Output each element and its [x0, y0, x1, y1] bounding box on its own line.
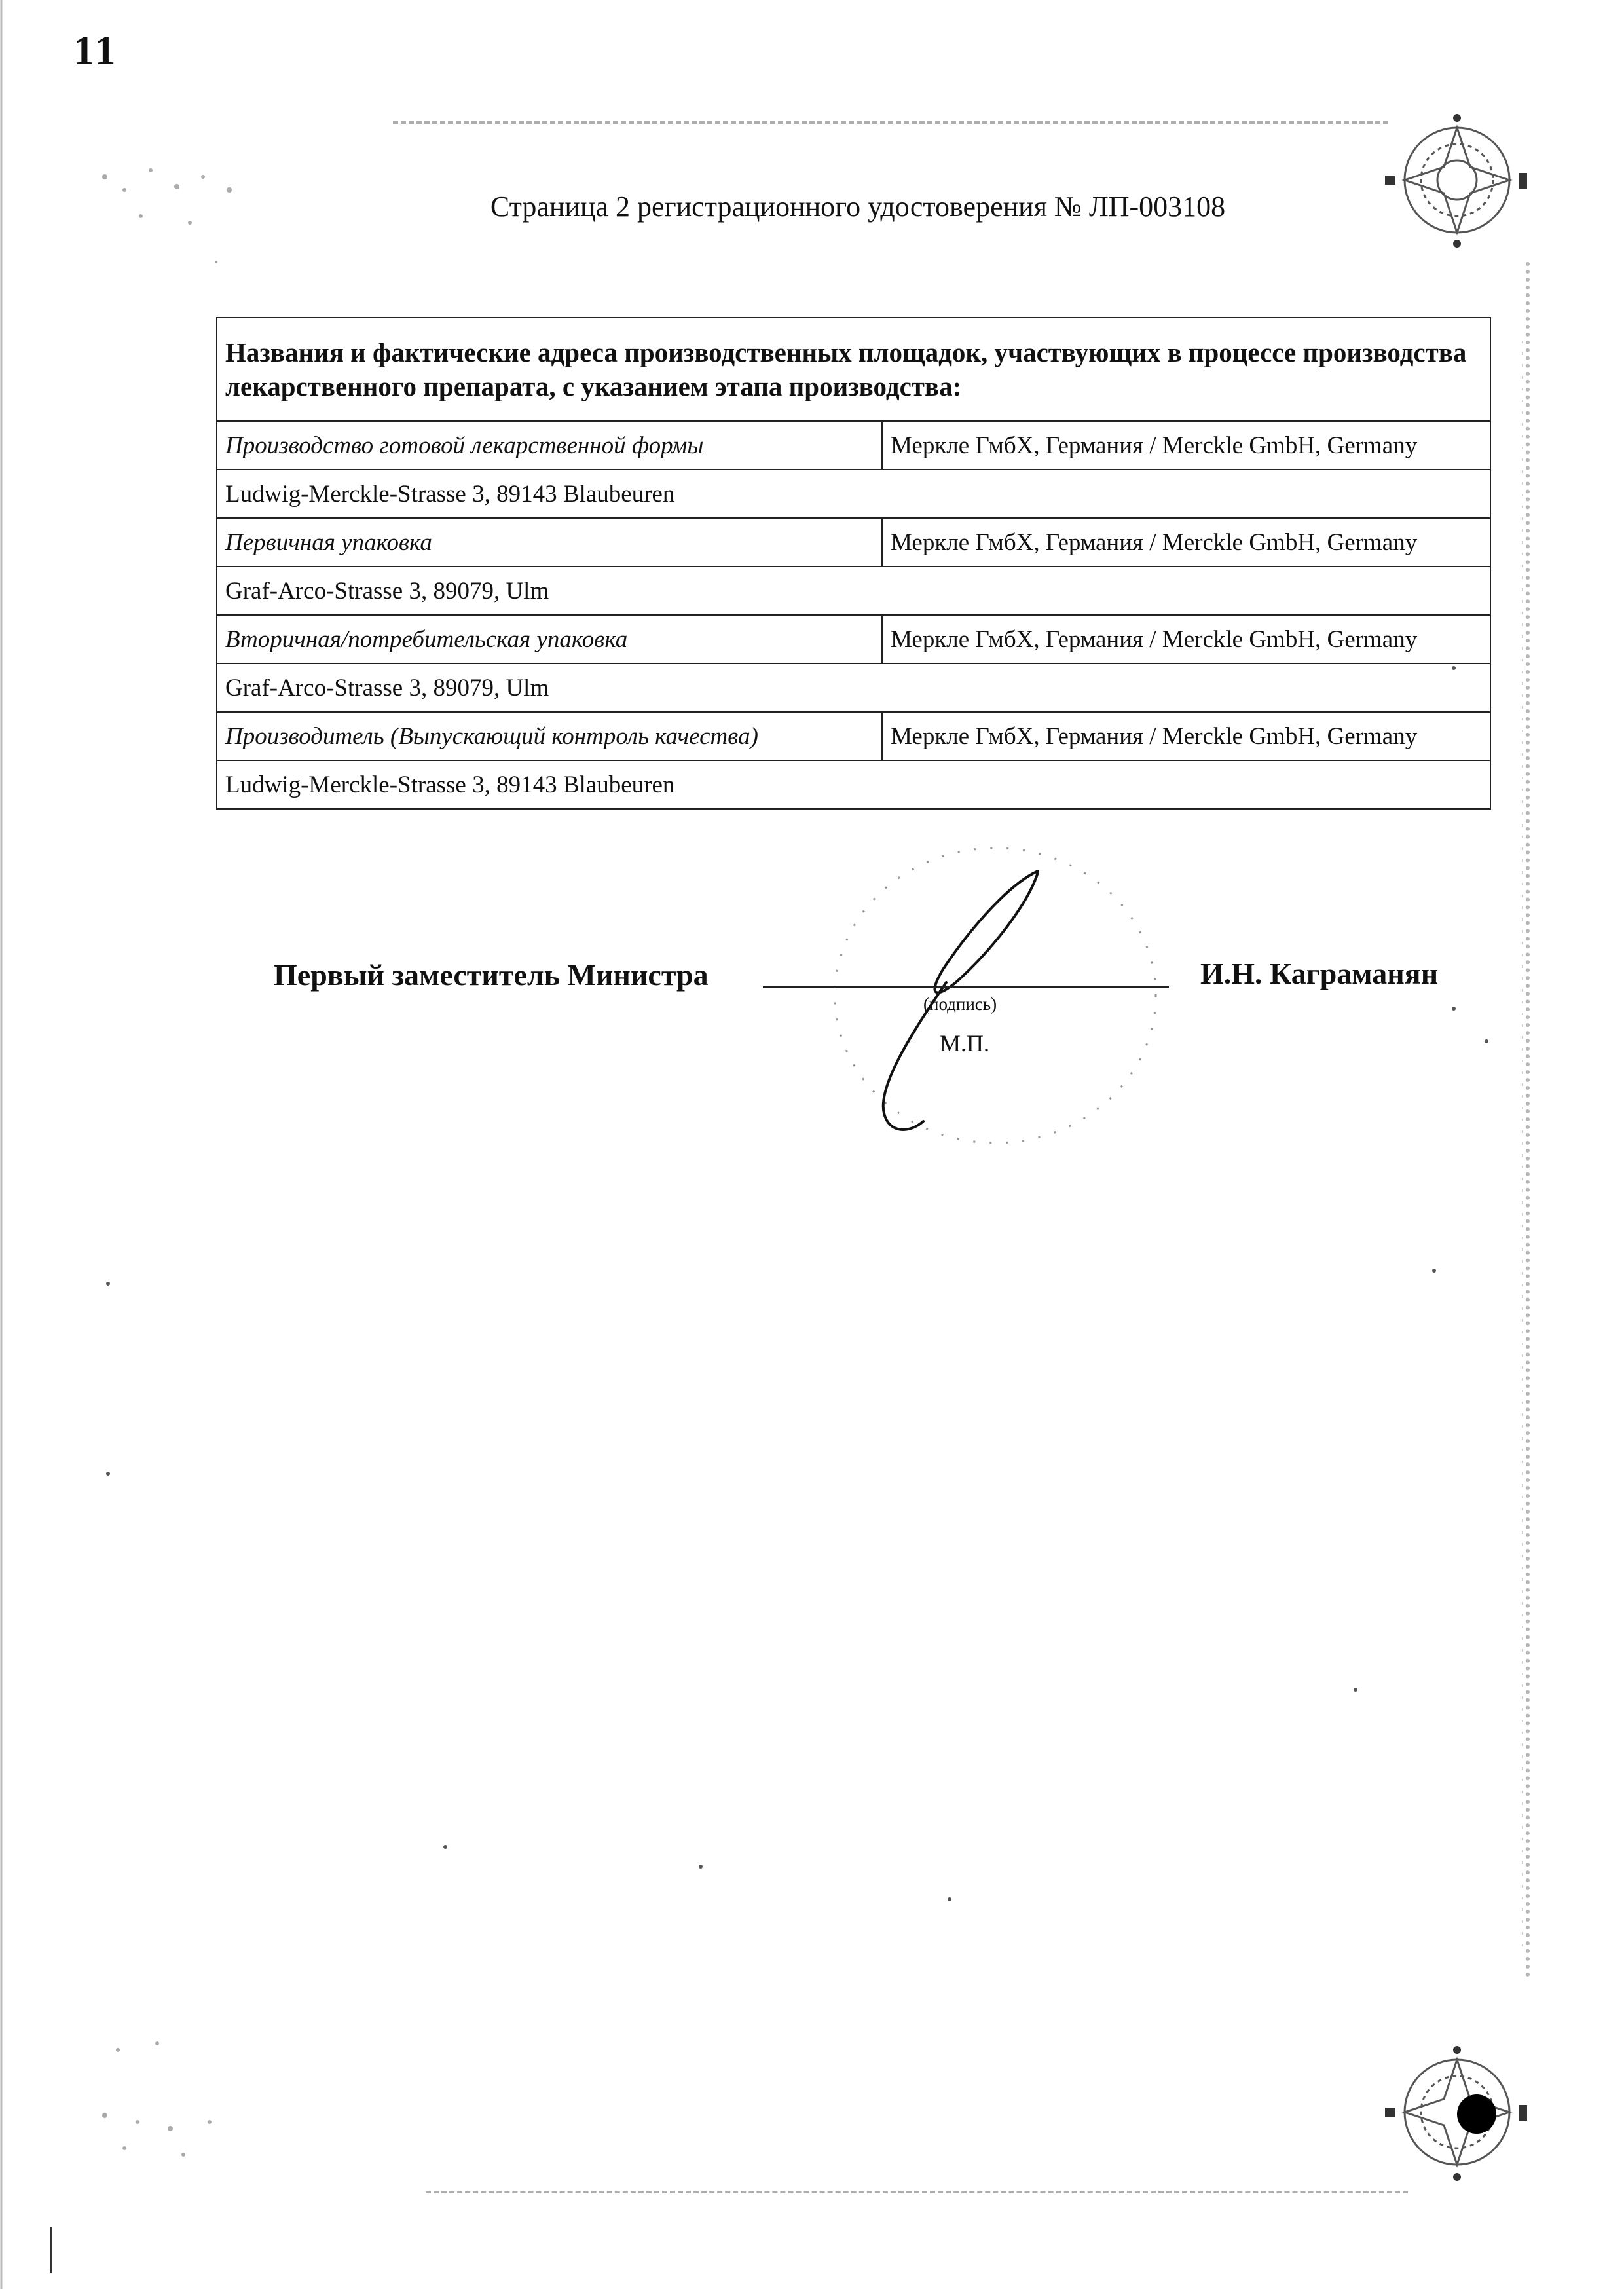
address-cell: Ludwig-Merckle-Strasse 3, 89143 Blaubeuren	[217, 760, 1490, 809]
top-dashed-line	[393, 121, 1388, 133]
signature-line	[763, 986, 1169, 988]
table-row	[217, 712, 1490, 760]
stage-cell: Вторичная/потребительская упаковка	[217, 615, 882, 663]
signature-hint: (подпись)	[923, 994, 997, 1014]
table-row	[217, 663, 1490, 712]
company-cell: Меркле ГмбХ, Германия / Merckle GmbH, Germany	[882, 518, 1490, 567]
table-row	[217, 421, 1490, 470]
faded-corner-mark-bottom	[79, 2024, 262, 2168]
stage-cell: Производитель (Выпускающий контроль качества)	[217, 712, 882, 760]
table-heading: Названия и фактические адреса производственных площадок, участвующих в процессе производства лекарственного препарата, с указанием этапа производства:	[217, 318, 1490, 421]
right-edge-perforation	[1526, 262, 1538, 1978]
page-number: 11	[73, 27, 119, 73]
company-cell: Меркле ГмбХ, Германия / Merckle GmbH, Germany	[882, 615, 1490, 663]
table-row	[217, 615, 1490, 663]
production-sites-table	[216, 317, 1491, 810]
address-cell: Graf-Arco-Strasse 3, 89079, Ulm	[217, 567, 1490, 615]
stamp-place-label: М.П.	[940, 1030, 990, 1056]
table-heading-row	[217, 318, 1490, 421]
guilloche-ornament-bottom	[1382, 2037, 1532, 2187]
page-title: Страница 2 регистрационного удостоверения № ЛП-003108	[490, 191, 1226, 223]
guilloche-ornament-top	[1382, 105, 1532, 255]
table-row	[217, 518, 1490, 567]
address-cell: Ludwig-Merckle-Strasse 3, 89143 Blaubeuren	[217, 470, 1490, 518]
table-row	[217, 470, 1490, 518]
company-cell: Меркле ГмбХ, Германия / Merckle GmbH, Germany	[882, 712, 1490, 760]
stage-cell: Первичная упаковка	[217, 518, 882, 567]
company-cell: Меркле ГмбХ, Германия / Merckle GmbH, Germany	[882, 421, 1490, 470]
signatory-position: Первый заместитель Министра	[274, 958, 709, 992]
bottom-dashed-line	[426, 2191, 1408, 2203]
signatory-name: И.Н. Каграманян	[1200, 957, 1439, 990]
address-cell: Graf-Arco-Strasse 3, 89079, Ulm	[217, 663, 1490, 712]
table-row	[217, 760, 1490, 809]
stage-cell: Производство готовой лекарственной формы	[217, 421, 882, 470]
table-row	[217, 567, 1490, 615]
